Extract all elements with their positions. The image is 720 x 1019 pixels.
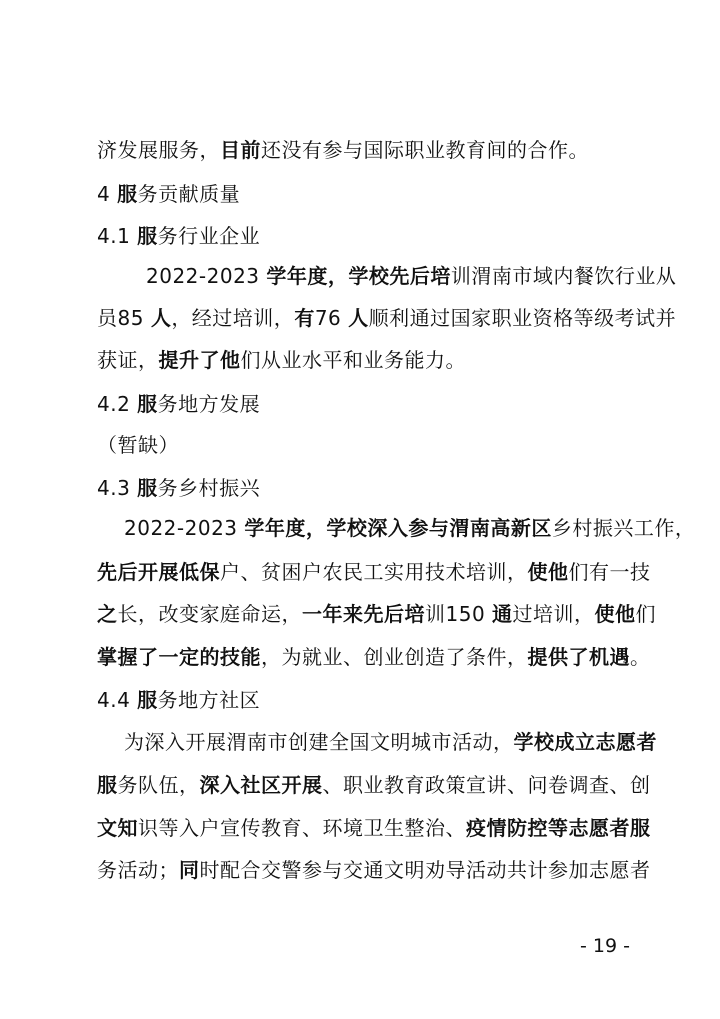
bold-text-run: 人	[348, 306, 369, 330]
text-run: 还没有参与国际职业教育间的合作。	[261, 138, 589, 162]
bold-text-run: 服	[137, 688, 158, 712]
bold-text-run: 服	[137, 476, 158, 500]
text-run: 4.1	[97, 224, 138, 248]
text-run: 4	[97, 182, 118, 206]
bold-text-run: 之	[97, 602, 118, 626]
text-run: 乡村振兴工作，	[551, 516, 696, 540]
text-run: 、职业教育政策宣讲、问卷调查、创	[322, 773, 651, 797]
bold-text-run: 同	[179, 858, 200, 882]
text-run: 们从业水平和业务能力。	[240, 348, 466, 372]
bold-text-run: 掌握了一定的技能	[97, 645, 261, 669]
text-run: 务队伍，	[117, 773, 200, 797]
text-run: 们	[635, 602, 657, 626]
text-run: 务贡献质量	[137, 182, 241, 206]
subsection-heading	[97, 222, 660, 250]
text-run: 务活动；	[97, 858, 179, 882]
bold-text-run: 学年度，学校深入参与渭南高新区	[244, 516, 552, 540]
text-line	[97, 136, 660, 164]
text-run: ，为就业、创业创造了条件，	[261, 645, 528, 669]
paragraph-line	[97, 558, 660, 586]
bold-text-run: 服	[137, 392, 158, 416]
text-run: 过培训，	[512, 602, 595, 626]
bold-text-run: 深入社区开展	[199, 773, 323, 797]
text-run: 2022-2023	[124, 516, 245, 540]
paragraph-line	[124, 728, 660, 756]
bold-text-run: 提供了机遇	[527, 645, 630, 669]
paragraph-line	[124, 514, 696, 542]
text-run: 长，改变家庭命运，	[117, 602, 302, 626]
paragraph-line	[97, 771, 660, 799]
bold-text-run: 服	[137, 224, 158, 248]
bold-text-run: 有	[294, 306, 315, 330]
section-heading	[97, 180, 660, 208]
text-run: 4.4	[97, 688, 138, 712]
paragraph-line	[97, 600, 660, 628]
bold-text-run: 服	[97, 773, 118, 797]
text-run: 。	[630, 645, 651, 669]
text-run: 获证，	[97, 348, 159, 372]
paragraph-line	[97, 304, 677, 332]
text-run: 识等入户宣传教育、环境卫生整治、	[138, 816, 466, 840]
subsection-heading	[97, 390, 660, 418]
text-run: 户、贫困户农民工实用技术培训，	[220, 560, 528, 584]
subsection-heading	[97, 474, 660, 502]
text-run: 为深入开展渭南市创建全国文明城市活动，	[124, 730, 514, 754]
paragraph-line	[97, 643, 660, 671]
text-run: 4.3	[97, 476, 138, 500]
text-run: 务乡村振兴	[157, 476, 261, 500]
page-number: - 19 -	[580, 935, 630, 957]
bold-text-run: 使他	[594, 602, 636, 626]
paragraph-line	[97, 346, 660, 374]
paragraph-line	[97, 814, 660, 842]
text-run: （暂缺）	[97, 433, 179, 457]
paragraph-line	[97, 431, 660, 459]
bold-text-run: 疫情防控等志愿者服	[466, 816, 651, 840]
bold-text-run: 提升了他	[158, 348, 241, 372]
bold-text-run: 学年度，学校先后培	[266, 264, 451, 288]
text-run: 员85	[97, 306, 151, 330]
bold-text-run: 先后开展低保	[97, 560, 220, 584]
bold-text-run: 一年来先后培	[302, 602, 425, 626]
text-run: 训渭南市域内餐饮行业从	[450, 264, 677, 288]
text-run: 训150	[425, 602, 493, 626]
text-run: 务行业企业	[157, 224, 261, 248]
bold-text-run: 通	[492, 602, 513, 626]
text-run: ，经过培训，	[171, 306, 295, 330]
bold-text-run: 服	[117, 182, 138, 206]
text-run: 4.2	[97, 392, 138, 416]
text-run: 们有一技	[568, 560, 651, 584]
bold-text-run: 学校成立志愿者	[513, 730, 657, 754]
text-run: 济发展服务，	[97, 138, 220, 162]
subsection-heading	[97, 686, 660, 714]
text-run: 时配合交警参与交通文明劝导活动共计参加志愿者	[199, 858, 651, 882]
bold-text-run: 文知	[97, 816, 138, 840]
paragraph-line	[146, 262, 677, 290]
text-run: 顺利通过国家职业资格等级考试并	[368, 306, 677, 330]
bold-text-run: 目前	[220, 138, 261, 162]
text-run: 务地方社区	[157, 688, 261, 712]
text-run: 76	[314, 306, 349, 330]
text-run: 务地方发展	[157, 392, 261, 416]
bold-text-run: 使他	[527, 560, 569, 584]
text-run: 2022-2023	[146, 264, 267, 288]
paragraph-line	[97, 856, 660, 884]
bold-text-run: 人	[150, 306, 172, 330]
